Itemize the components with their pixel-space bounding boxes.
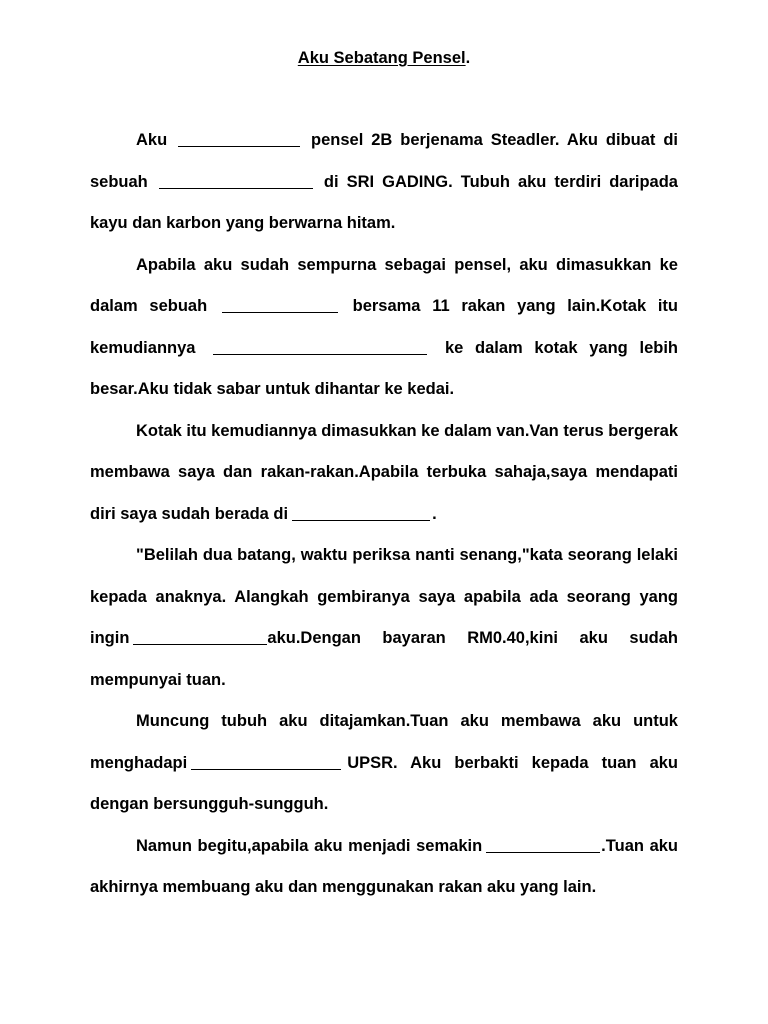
paragraph-text: aku.Dengan bayaran RM0.40,kini aku sudah mempunyai tuan. <box>90 629 678 689</box>
fill-in-blank-3 <box>222 294 338 313</box>
paragraph-text: "Belilah dua batang, waktu periksa nanti senang,"kata seorang lelaki kepada anaknya. Alangkah gembiranya saya apabila ada seorang yang ingin <box>90 546 678 647</box>
paragraph-text: ke dalam kotak yang lebih besar.Aku tidak sabar untuk dihantar ke kedai. <box>90 338 678 398</box>
paragraph-text: Kotak itu kemudiannya dimasukkan ke dalam van.Van terus bergerak membawa saya dan rakan-rakan.Apabila terbuka sahaja,saya mendapati diri saya sudah berada di <box>90 421 678 523</box>
paragraph-2 <box>90 245 678 411</box>
paragraph-text: .Tuan aku akhirnya membuang aku dan menggunakan rakan aku yang lain. <box>90 836 678 896</box>
paragraph-text: pensel 2B berjenama Steadler. Aku dibuat di sebuah <box>90 131 678 191</box>
fill-in-blank-2 <box>159 170 313 189</box>
paragraph-text: Namun begitu,apabila aku menjadi semakin <box>136 836 483 855</box>
paragraph-text: . <box>432 504 437 523</box>
fill-in-blank-1 <box>178 128 300 147</box>
paragraph-text: UPSR. Aku berbakti kepada tuan aku dengan bersungguh-sungguh. <box>90 753 678 813</box>
fill-in-blank-6 <box>133 626 267 645</box>
title-text: Aku Sebatang Pensel <box>297 49 466 67</box>
fill-in-blank-4 <box>213 336 427 355</box>
fill-in-blank-8 <box>486 834 600 853</box>
paragraph-4 <box>90 535 678 701</box>
paragraph-3 <box>90 411 678 536</box>
document-body <box>90 120 678 909</box>
paragraph-1 <box>90 120 678 245</box>
paragraph-text: Aku <box>136 131 168 149</box>
paragraph-text: Muncung tubuh aku ditajamkan.Tuan aku membawa aku untuk menghadapi <box>90 712 678 772</box>
fill-in-blank-5 <box>292 502 430 521</box>
paragraph-text: Apabila aku sudah sempurna sebagai pensel, aku dimasukkan ke dalam sebuah <box>90 255 678 315</box>
paragraph-5 <box>90 701 678 826</box>
paragraph-text: bersama 11 rakan yang lain.Kotak itu kemudiannya <box>90 297 679 357</box>
paragraph-text: di SRI GADING. Tubuh aku terdiri daripada kayu dan karbon yang berwarna hitam. <box>90 172 678 232</box>
paragraph-6 <box>90 826 678 909</box>
document-title <box>0 48 768 68</box>
fill-in-blank-7 <box>191 751 341 770</box>
title-period: . <box>465 49 471 67</box>
